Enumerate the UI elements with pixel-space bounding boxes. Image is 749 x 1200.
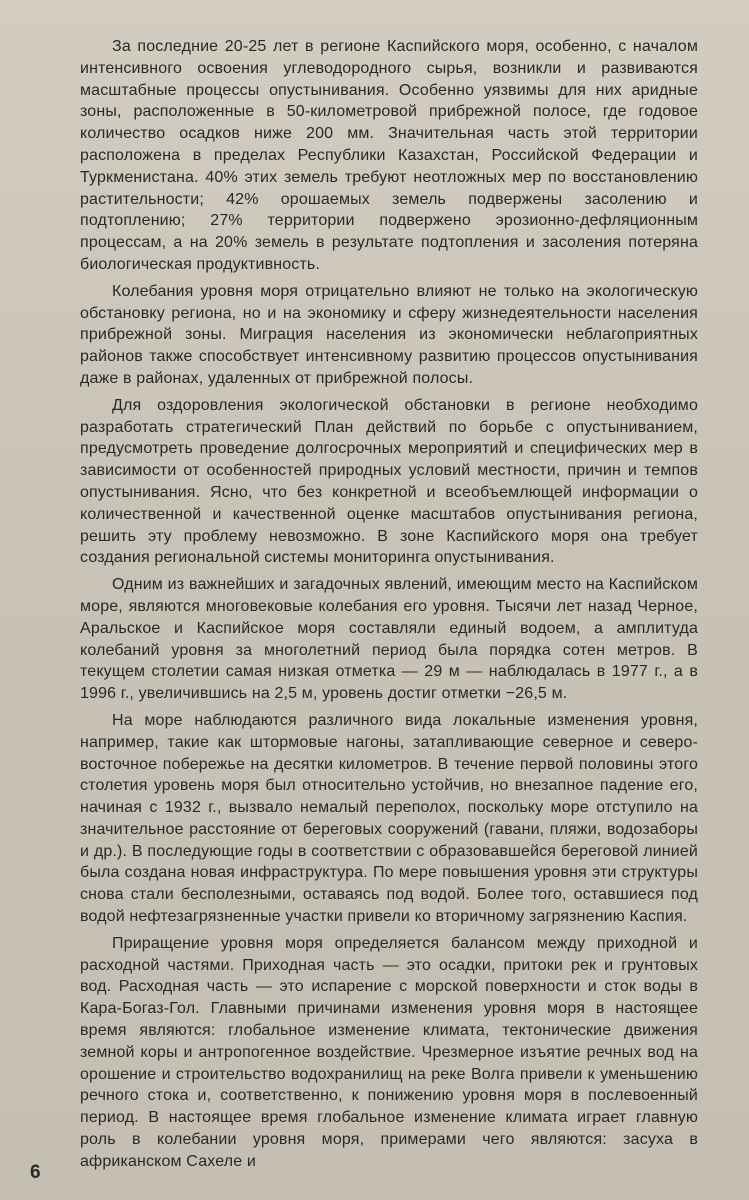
paragraph-desertification-intro: За последние 20-25 лет в регионе Каспийского моря, особенно, с началом интенсивного освоения углеводородного сырья, возникли и развиваются масштабные процессы опустынивания. Особенно уязвимы для них аридные зоны, расположенные в 50-километровой прибрежной полосе, где годовое количество осадков ниже 200 мм. Значительная часть этой территории расположена в пределах Республики Казахстан, Российской Федерации и Туркменистана. 40% этих земель требуют неотложных мер по восстановлению растительности; 42% орошаемых земель подвержены засолению и подтоплению; 27% территории подвержено эрозионно-дефляционным процессам, а на 20% земель в результате подтопления и засоления потеряна биологическая продуктивность. [80,38,698,273]
page-number: 6 [30,1162,41,1183]
page-body [80,36,698,1173]
paragraph-level-fluctuations: Одним из важнейших и загадочных явлений, имеющим место на Каспийском море, являются многовековые колебания его уровня. Тысячи лет назад Черное, Аральское и Каспийское моря составляли единый водоем, а амплитуда колебаний уровня за многолетний период была порядка сотен метров. В текущем столетии самая низкая отметка — 29 м — наблюдалась в 1977 г., а в 1996 г., увеличившись на 2,5 м, уровень достиг отметки −26,5 м. [80,576,698,703]
paragraph-action-plan: Для оздоровления экологической обстановки в регионе необходимо разработать стратегический План действий по борьбе с опустыниванием, предусмотреть проведение долгосрочных мероприятий и специфических мер в зависимости от особенностей природных условий местности, причин и темпов опустынивания. Ясно, что без конкретной и всеобъемлющей информации о количественной и качественной оценке масштабов опустынивания региона, решить эту проблему невозможно. В зоне Каспийского моря она требует создания региональной системы мониторинга опустынивания. [80,396,698,567]
paragraph-sea-level-impact: Колебания уровня моря отрицательно влияют не только на экологическую обстановку региона, но и на экономику и сферу жизнедеятельности населения прибрежной зоны. Миграция населения из экономически неблагоприятных районов также способствует интенсивному развитию процессов опустынивания даже в районах, удаленных от прибрежной полосы. [80,282,698,387]
paragraph-local-changes: На море наблюдаются различного вида локальные изменения уровня, например, такие как штормовые нагоны, затапливающие северное и северо-восточное побережье на десятки километров. В течение первой половины этого столетия уровень моря был относительно устойчив, но внезапное падение его, начиная с 1932 г., вызвало немалый переполох, поскольку море отступило на значительное расстояние от береговых сооружений (гавани, пляжи, водозаборы и др.). В последующие годы в соответствии с образовавшейся береговой линией была создана новая инфраструктура. По мере повышения уровня эти структуры снова стали бесполезными, оставаясь под водой. Более того, оставшиеся под водой нефтезагрязненные участки привели ко вторичному загрязнению Каспия. [80,711,698,926]
paragraph-water-balance: Приращение уровня моря определяется балансом между приходной и расходной частями. Приходная часть — это осадки, притоки рек и грунтовых вод. Расходная часть — это испарение с морской поверхности и сток воды в Кара-Богаз-Гол. Главными причинами изменения уровня моря в настоящее время являются: глобальное изменение климата, тектонические движения земной коры и антропогенное воздействие. Чрезмерное изъятие речных вод на орошение и строительство водохранилищ на реке Волга привели к уменьшению речного стока и, соответственно, к понижению уровня моря в послевоенный период. В настоящее время глобальное изменение климата играет главную роль в колебании уровня моря, примерами чего являются: засуха в африканском Сахеле и [80,934,698,1170]
